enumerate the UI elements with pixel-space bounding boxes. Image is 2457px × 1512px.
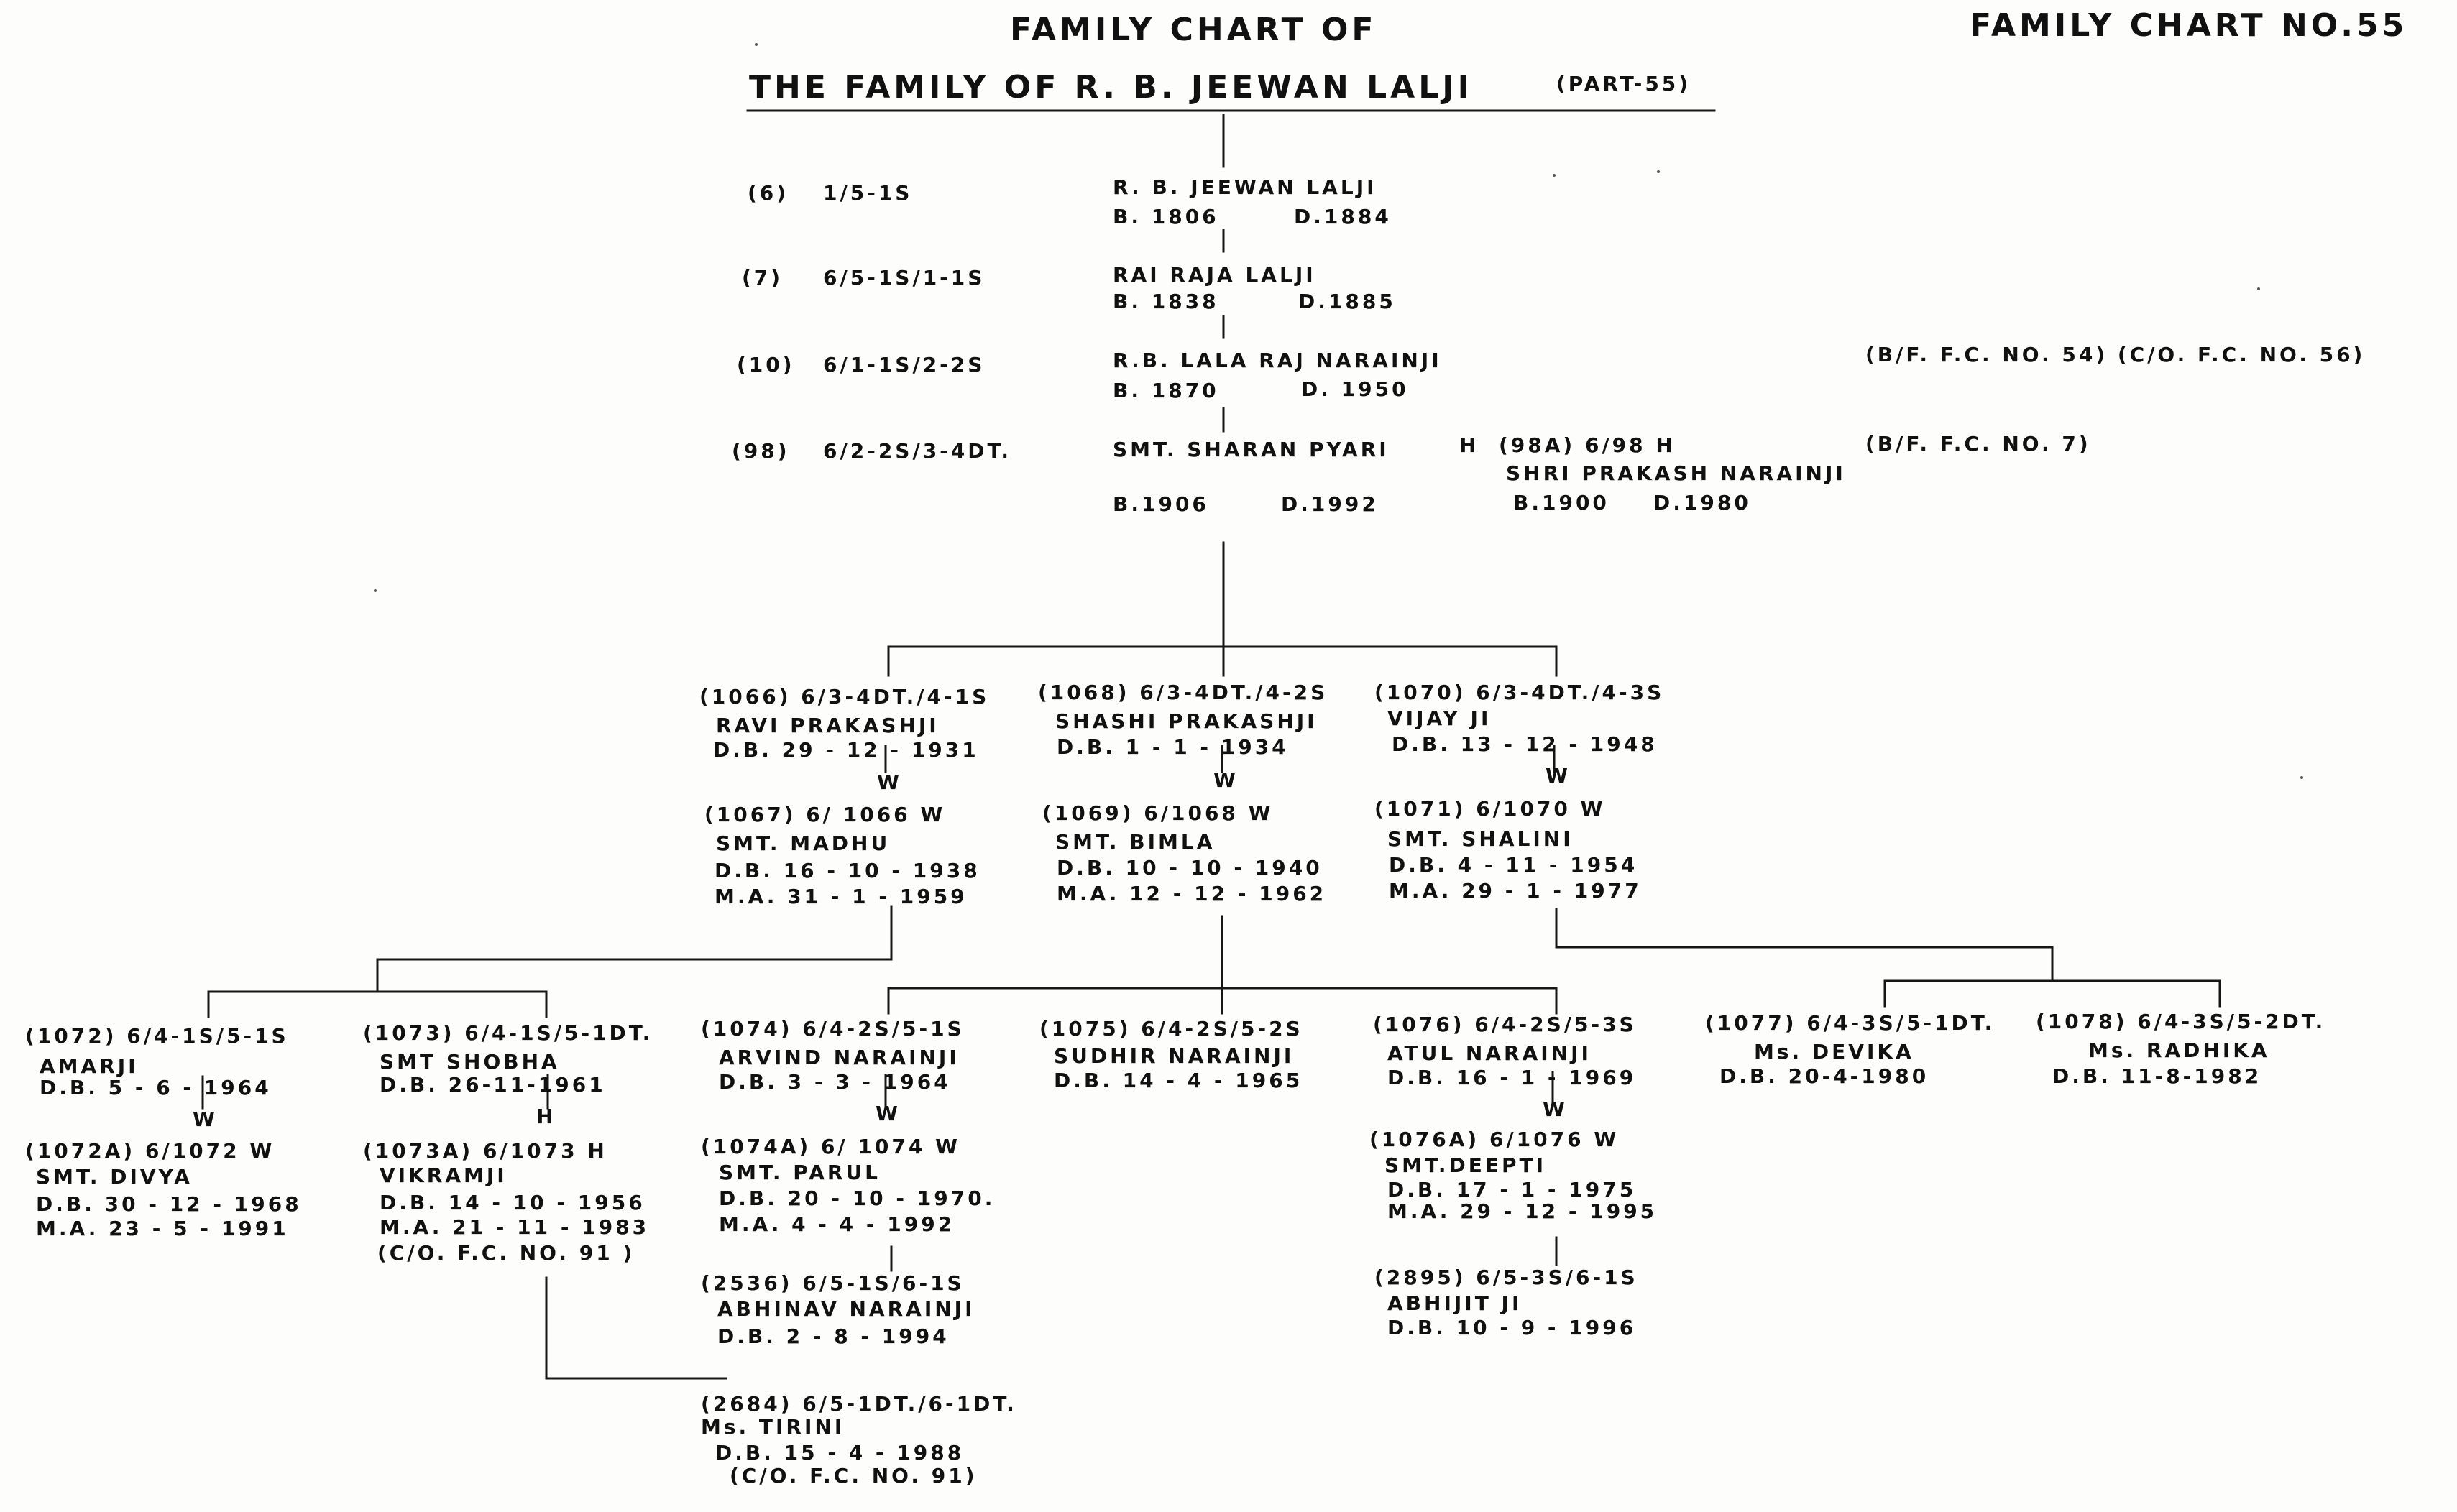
gen5-0-ref: (1066) 6/3-4DT./4-1S <box>699 685 990 709</box>
gen5-1-name: SHASHI PRAKASHJI <box>1055 709 1318 733</box>
gen6-4-marker: W <box>1543 1097 1568 1121</box>
gen3-code: (10) <box>737 353 795 377</box>
gen6-0-ref: (1072) 6/4-1S/5-1S <box>25 1024 289 1048</box>
gen6-6-dob: D.B. 11-8-1982 <box>2052 1064 2262 1088</box>
gen6-0-spouse-name: SMT. DIVYA <box>36 1165 193 1189</box>
gen5-0-spouse-dob: D.B. 16 - 10 - 1938 <box>715 859 980 882</box>
gen5-0-name: RAVI PRAKASHJI <box>716 714 940 737</box>
gen6-2-spouse-name: SMT. PARUL <box>719 1161 881 1184</box>
gen1-birth: B. 1806 <box>1113 205 1219 229</box>
gen1-death: D.1884 <box>1294 205 1392 229</box>
gen6-2-spouse-ma: M.A. 4 - 4 - 1992 <box>719 1212 955 1236</box>
gen6-1-spouse-ma: M.A. 21 - 11 - 1983 <box>380 1215 650 1239</box>
gen5-2-marker: W <box>1546 764 1571 788</box>
gen6-2-marker: W <box>876 1102 901 1125</box>
gen4-ref: 6/2-2S/3-4DT. <box>823 439 1011 463</box>
gen3-death: D. 1950 <box>1301 377 1409 401</box>
gen5-0-spouse-ma: M.A. 31 - 1 - 1959 <box>715 885 968 908</box>
chart-title-line2: THE FAMILY OF R. B. JEEWAN LALJI <box>749 69 1473 106</box>
gen7-1-dob: D.B. 2 - 8 - 1994 <box>717 1324 950 1348</box>
chart-number: FAMILY CHART NO.55 <box>1970 7 2408 44</box>
gen6-0-spouse-ma: M.A. 23 - 5 - 1991 <box>36 1217 289 1240</box>
gen7-2-ref: (2895) 6/5-3S/6-1S <box>1374 1266 1638 1289</box>
gen7-1-ref: (2536) 6/5-1S/6-1S <box>701 1271 965 1295</box>
gen7-2-dob: D.B. 10 - 9 - 1996 <box>1387 1316 1637 1340</box>
gen4-code: (98) <box>732 439 790 463</box>
gen7-0-name: Ms. TIRINI <box>701 1415 845 1439</box>
gen5-1-spouse-dob: D.B. 10 - 10 - 1940 <box>1057 856 1323 880</box>
part-label: (PART-55) <box>1556 72 1691 96</box>
gen6-2-name: ARVIND NARAINJI <box>719 1046 960 1069</box>
gen5-1-dob: D.B. 1 - 1 - 1934 <box>1057 735 1289 759</box>
gen6-0-marker: W <box>193 1107 218 1131</box>
gen4-husband-ref: (98A) 6/98 H <box>1499 433 1676 457</box>
gen5-2-dob: D.B. 13 - 12 - 1948 <box>1392 732 1658 756</box>
gen1-name: R. B. JEEWAN LALJI <box>1113 175 1377 199</box>
gen6-1-ref: (1073) 6/4-1S/5-1DT. <box>363 1021 653 1045</box>
gen7-0-ref: (2684) 6/5-1DT./6-1DT. <box>701 1392 1017 1416</box>
gen3-name: R.B. LALA RAJ NARAINJI <box>1113 349 1442 372</box>
scan-speck <box>1553 174 1556 177</box>
gen6-4-name: ATUL NARAINJI <box>1387 1041 1592 1065</box>
gen1-ref: 1/5-1S <box>823 181 913 205</box>
gen6-2-spouse-ref: (1074A) 6/ 1074 W <box>701 1135 960 1158</box>
gen5-2-spouse-ma: M.A. 29 - 1 - 1977 <box>1389 879 1642 903</box>
gen6-3-ref: (1075) 6/4-2S/5-2S <box>1039 1017 1303 1041</box>
gen7-1-name: ABHINAV NARAINJI <box>717 1297 975 1321</box>
gen5-1-spouse-ref: (1069) 6/1068 W <box>1042 801 1274 825</box>
gen6-4-ref: (1076) 6/4-2S/5-3S <box>1373 1013 1637 1036</box>
gen6-2-ref: (1074) 6/4-2S/5-1S <box>701 1017 965 1041</box>
gen5-0-marker: W <box>877 770 902 794</box>
gen6-1-marker: H <box>536 1105 556 1128</box>
gen5-2-spouse-name: SMT. SHALINI <box>1387 827 1574 851</box>
scan-speck <box>755 43 758 46</box>
gen6-6-name: Ms. RADHIKA <box>2088 1038 2270 1062</box>
gen5-1-marker: W <box>1213 768 1239 792</box>
gen6-0-name: AMARJI <box>40 1054 139 1078</box>
gen6-4-spouse-name: SMT.DEEPTI <box>1384 1153 1547 1177</box>
gen4-husband-name: SHRI PRAKASH NARAINJI <box>1506 461 1846 485</box>
gen6-1-dob: D.B. 26-11-1961 <box>380 1073 606 1097</box>
gen5-1-spouse-ma: M.A. 12 - 12 - 1962 <box>1057 882 1327 905</box>
gen6-1-spouse-note: (C/O. F.C. NO. 91 ) <box>377 1241 635 1265</box>
gen6-3-name: SUDHIR NARAINJI <box>1054 1044 1295 1068</box>
gen5-2-name: VIJAY JI <box>1387 706 1492 730</box>
gen6-4-spouse-ref: (1076A) 6/1076 W <box>1369 1128 1620 1151</box>
gen6-1-name: SMT SHOBHA <box>380 1050 560 1074</box>
gen4-name: SMT. SHARAN PYARI <box>1113 438 1390 461</box>
gen6-0-dob: D.B. 5 - 6 - 1964 <box>40 1076 272 1100</box>
gen6-3-dob: D.B. 14 - 4 - 1965 <box>1054 1069 1303 1092</box>
gen5-2-ref: (1070) 6/3-4DT./4-3S <box>1374 681 1665 704</box>
scan-speck <box>2300 776 2303 779</box>
gen6-5-ref: (1077) 6/4-3S/5-1DT. <box>1705 1011 1996 1035</box>
gen6-6-ref: (1078) 6/4-3S/5-2DT. <box>2036 1010 2326 1033</box>
gen6-5-name: Ms. DEVIKA <box>1754 1040 1914 1064</box>
gen6-1-spouse-ref: (1073A) 6/1073 H <box>363 1139 607 1163</box>
gen5-1-ref: (1068) 6/3-4DT./4-2S <box>1038 681 1328 704</box>
gen5-1-spouse-name: SMT. BIMLA <box>1055 830 1216 854</box>
gen6-1-spouse-name: VIKRAMJI <box>380 1163 508 1187</box>
gen6-4-spouse-ma: M.A. 29 - 12 - 1995 <box>1387 1199 1658 1223</box>
gen2-name: RAI RAJA LALJI <box>1113 263 1316 287</box>
gen2-code: (7) <box>742 266 784 290</box>
chart-title-line1: FAMILY CHART OF <box>1010 11 1377 48</box>
gen7-2-name: ABHIJIT JI <box>1387 1291 1523 1315</box>
gen3-birth: B. 1870 <box>1113 379 1219 402</box>
gen1-code: (6) <box>748 181 789 205</box>
gen6-0-spouse-ref: (1072A) 6/1072 W <box>25 1139 275 1163</box>
gen6-5-dob: D.B. 20-4-1980 <box>1719 1064 1929 1088</box>
gen5-0-spouse-ref: (1067) 6/ 1066 W <box>704 803 946 826</box>
gen6-2-dob: D.B. 3 - 3 - 1964 <box>719 1070 951 1094</box>
gen7-0-dob: D.B. 15 - 4 - 1988 <box>715 1441 965 1465</box>
gen2-birth: B. 1838 <box>1113 290 1219 313</box>
gen3-crossref: (B/F. F.C. NO. 54) (C/O. F.C. NO. 56) <box>1865 343 2366 367</box>
gen4-husband-death: D.1980 <box>1653 491 1751 515</box>
scan-speck <box>374 589 377 592</box>
gen3-ref: 6/1-1S/2-2S <box>823 353 986 377</box>
gen6-4-dob: D.B. 16 - 1 - 1969 <box>1387 1066 1637 1089</box>
gen5-2-spouse-ref: (1071) 6/1070 W <box>1374 797 1606 821</box>
gen6-4-spouse-dob: D.B. 17 - 1 - 1975 <box>1387 1178 1637 1202</box>
scan-speck <box>1657 170 1660 173</box>
gen4-death: D.1992 <box>1281 492 1379 516</box>
gen2-ref: 6/5-1S/1-1S <box>823 266 986 290</box>
gen4-husband-birth: B.1900 <box>1513 491 1609 515</box>
gen4-birth: B.1906 <box>1113 492 1209 516</box>
gen6-2-spouse-dob: D.B. 20 - 10 - 1970. <box>719 1186 996 1210</box>
gen5-0-spouse-name: SMT. MADHU <box>716 831 891 855</box>
gen4-crossref: (B/F. F.C. NO. 7) <box>1865 432 2091 456</box>
gen4-husband-marker: H <box>1459 433 1479 457</box>
gen5-0-dob: D.B. 29 - 12 - 1931 <box>713 738 979 762</box>
scan-speck <box>2257 287 2260 290</box>
gen5-2-spouse-dob: D.B. 4 - 11 - 1954 <box>1389 853 1638 877</box>
gen2-death: D.1885 <box>1298 290 1396 313</box>
gen6-1-spouse-dob: D.B. 14 - 10 - 1956 <box>380 1191 646 1214</box>
gen7-0-note: (C/O. F.C. NO. 91) <box>730 1464 978 1488</box>
gen6-0-spouse-dob: D.B. 30 - 12 - 1968 <box>36 1192 302 1216</box>
